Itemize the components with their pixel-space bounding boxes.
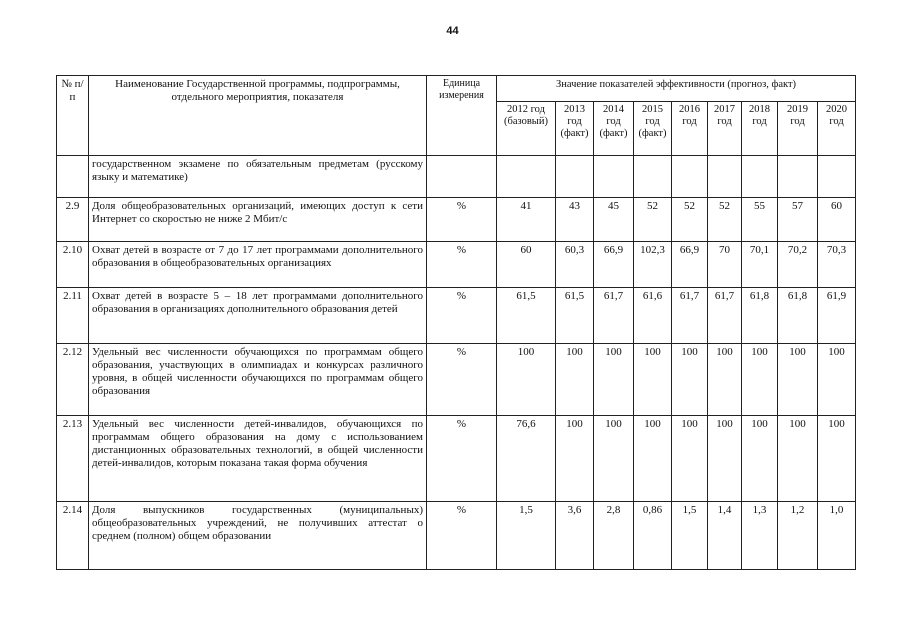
- row-number: 2.9: [57, 198, 89, 242]
- value-cell: 1,2: [778, 502, 818, 570]
- year-label: 2013 год: [564, 104, 585, 127]
- value-cell: 55: [742, 198, 778, 242]
- value-cell: 100: [818, 344, 856, 416]
- value-cell: 100: [594, 416, 634, 502]
- unit-cell: %: [427, 288, 497, 344]
- header-year-4: [672, 102, 708, 156]
- header-year-7: [778, 102, 818, 156]
- value-cell: [818, 156, 856, 198]
- value-cell: 100: [634, 416, 672, 502]
- unit-cell: %: [427, 344, 497, 416]
- header-year-6: [742, 102, 778, 156]
- value-cell: 70,1: [742, 242, 778, 288]
- year-note: (факт): [599, 128, 628, 139]
- value-cell: 61,7: [708, 288, 742, 344]
- table-row: [57, 502, 856, 570]
- value-cell: 100: [497, 344, 556, 416]
- year-label: 2015 год: [642, 104, 663, 127]
- year-label: 2016 год: [679, 104, 700, 127]
- row-number: [57, 156, 89, 198]
- value-cell: 61,7: [672, 288, 708, 344]
- unit-cell: %: [427, 198, 497, 242]
- value-cell: 61,8: [778, 288, 818, 344]
- value-cell: 1,5: [497, 502, 556, 570]
- value-cell: 100: [818, 416, 856, 502]
- value-cell: 61,5: [556, 288, 594, 344]
- table-row: [57, 288, 856, 344]
- year-label: 2018 год: [749, 104, 770, 127]
- value-cell: 100: [708, 416, 742, 502]
- value-cell: [672, 156, 708, 198]
- indicator-name: Доля общеобразовательных организаций, имеющих доступ к сети Интернет со скоростью не ниже 2 Мбит/с: [89, 198, 427, 242]
- value-cell: 2,8: [594, 502, 634, 570]
- unit-cell: [427, 156, 497, 198]
- value-cell: [497, 156, 556, 198]
- value-cell: 100: [708, 344, 742, 416]
- value-cell: [594, 156, 634, 198]
- header-unit: Единица измерения: [427, 76, 497, 156]
- row-number: 2.14: [57, 502, 89, 570]
- indicators-table: [56, 75, 856, 570]
- value-cell: 0,86: [634, 502, 672, 570]
- value-cell: 70: [708, 242, 742, 288]
- header-values-group: Значение показателей эффективности (прогноз, факт): [497, 76, 856, 102]
- value-cell: 76,6: [497, 416, 556, 502]
- value-cell: 100: [742, 416, 778, 502]
- value-cell: 45: [594, 198, 634, 242]
- row-number: 2.11: [57, 288, 89, 344]
- table-row: [57, 242, 856, 288]
- year-label: 2017 год: [714, 104, 735, 127]
- value-cell: 61,9: [818, 288, 856, 344]
- value-cell: [634, 156, 672, 198]
- row-number: 2.13: [57, 416, 89, 502]
- indicator-name: государственном экзамене по обязательным предметам (русскому языку и математике): [89, 156, 427, 198]
- indicator-name: Удельный вес численности детей-инвалидов, обучающихся по программам общего образования на дому с использованием дистанционных образовательных технологий, в общей численности детей-инвалидов, которым показана такая форма обучения: [89, 416, 427, 502]
- value-cell: 1,4: [708, 502, 742, 570]
- value-cell: 100: [778, 344, 818, 416]
- year-label: 2014 год: [603, 104, 624, 127]
- header-year-5: [708, 102, 742, 156]
- row-number: 2.10: [57, 242, 89, 288]
- value-cell: [708, 156, 742, 198]
- header-year-2: [594, 102, 634, 156]
- value-cell: 1,5: [672, 502, 708, 570]
- header-name: Наименование Государственной программы, подпрограммы, отдельного мероприятия, показателя: [89, 76, 427, 156]
- table-row: [57, 416, 856, 502]
- table-row: [57, 344, 856, 416]
- value-cell: 52: [634, 198, 672, 242]
- value-cell: 100: [778, 416, 818, 502]
- header-year-8: [818, 102, 856, 156]
- year-label: 2019 год: [787, 104, 808, 127]
- unit-cell: %: [427, 242, 497, 288]
- value-cell: [742, 156, 778, 198]
- indicator-name: Охват детей в возрасте 5 – 18 лет программами дополнительного образования в организациях дополнительного образования детей: [89, 288, 427, 344]
- value-cell: 1,0: [818, 502, 856, 570]
- year-label: 2020 год: [826, 104, 847, 127]
- indicator-name: Охват детей в возрасте от 7 до 17 лет программами дополнительного образования в общеобразовательных организациях: [89, 242, 427, 288]
- header-num: № п/п: [57, 76, 89, 156]
- header-year-0: [497, 102, 556, 156]
- header-year-1: [556, 102, 594, 156]
- value-cell: 100: [594, 344, 634, 416]
- value-cell: 60,3: [556, 242, 594, 288]
- value-cell: 102,3: [634, 242, 672, 288]
- value-cell: 3,6: [556, 502, 594, 570]
- value-cell: 1,3: [742, 502, 778, 570]
- value-cell: 100: [672, 344, 708, 416]
- value-cell: 61,8: [742, 288, 778, 344]
- value-cell: 52: [672, 198, 708, 242]
- value-cell: 66,9: [672, 242, 708, 288]
- value-cell: 100: [672, 416, 708, 502]
- page-number: 44: [446, 25, 459, 37]
- value-cell: 100: [634, 344, 672, 416]
- row-number: 2.12: [57, 344, 89, 416]
- value-cell: 100: [742, 344, 778, 416]
- value-cell: 100: [556, 416, 594, 502]
- table-row: [57, 156, 856, 198]
- indicator-name: Удельный вес численности обучающихся по программам общего образования, участвующих в олимпиадах и конкурсах различного уровня, в общей численности обучающихся по программам общего образования: [89, 344, 427, 416]
- value-cell: 61,7: [594, 288, 634, 344]
- value-cell: 61,5: [497, 288, 556, 344]
- value-cell: 70,3: [818, 242, 856, 288]
- year-note: (факт): [638, 128, 667, 139]
- value-cell: 100: [556, 344, 594, 416]
- header-year-3: [634, 102, 672, 156]
- value-cell: 66,9: [594, 242, 634, 288]
- value-cell: 52: [708, 198, 742, 242]
- value-cell: [556, 156, 594, 198]
- value-cell: 60: [818, 198, 856, 242]
- value-cell: 41: [497, 198, 556, 242]
- value-cell: [778, 156, 818, 198]
- value-cell: 43: [556, 198, 594, 242]
- unit-cell: %: [427, 502, 497, 570]
- value-cell: 60: [497, 242, 556, 288]
- year-note: (факт): [560, 128, 589, 139]
- indicator-name: Доля выпускников государственных (муниципальных) общеобразовательных учреждений, не получивших аттестат о среднем (полном) общем образовании: [89, 502, 427, 570]
- year-label: 2012 год: [507, 104, 545, 115]
- value-cell: 57: [778, 198, 818, 242]
- table-row: [57, 198, 856, 242]
- value-cell: 61,6: [634, 288, 672, 344]
- unit-cell: %: [427, 416, 497, 502]
- year-note: (базовый): [504, 116, 548, 127]
- value-cell: 70,2: [778, 242, 818, 288]
